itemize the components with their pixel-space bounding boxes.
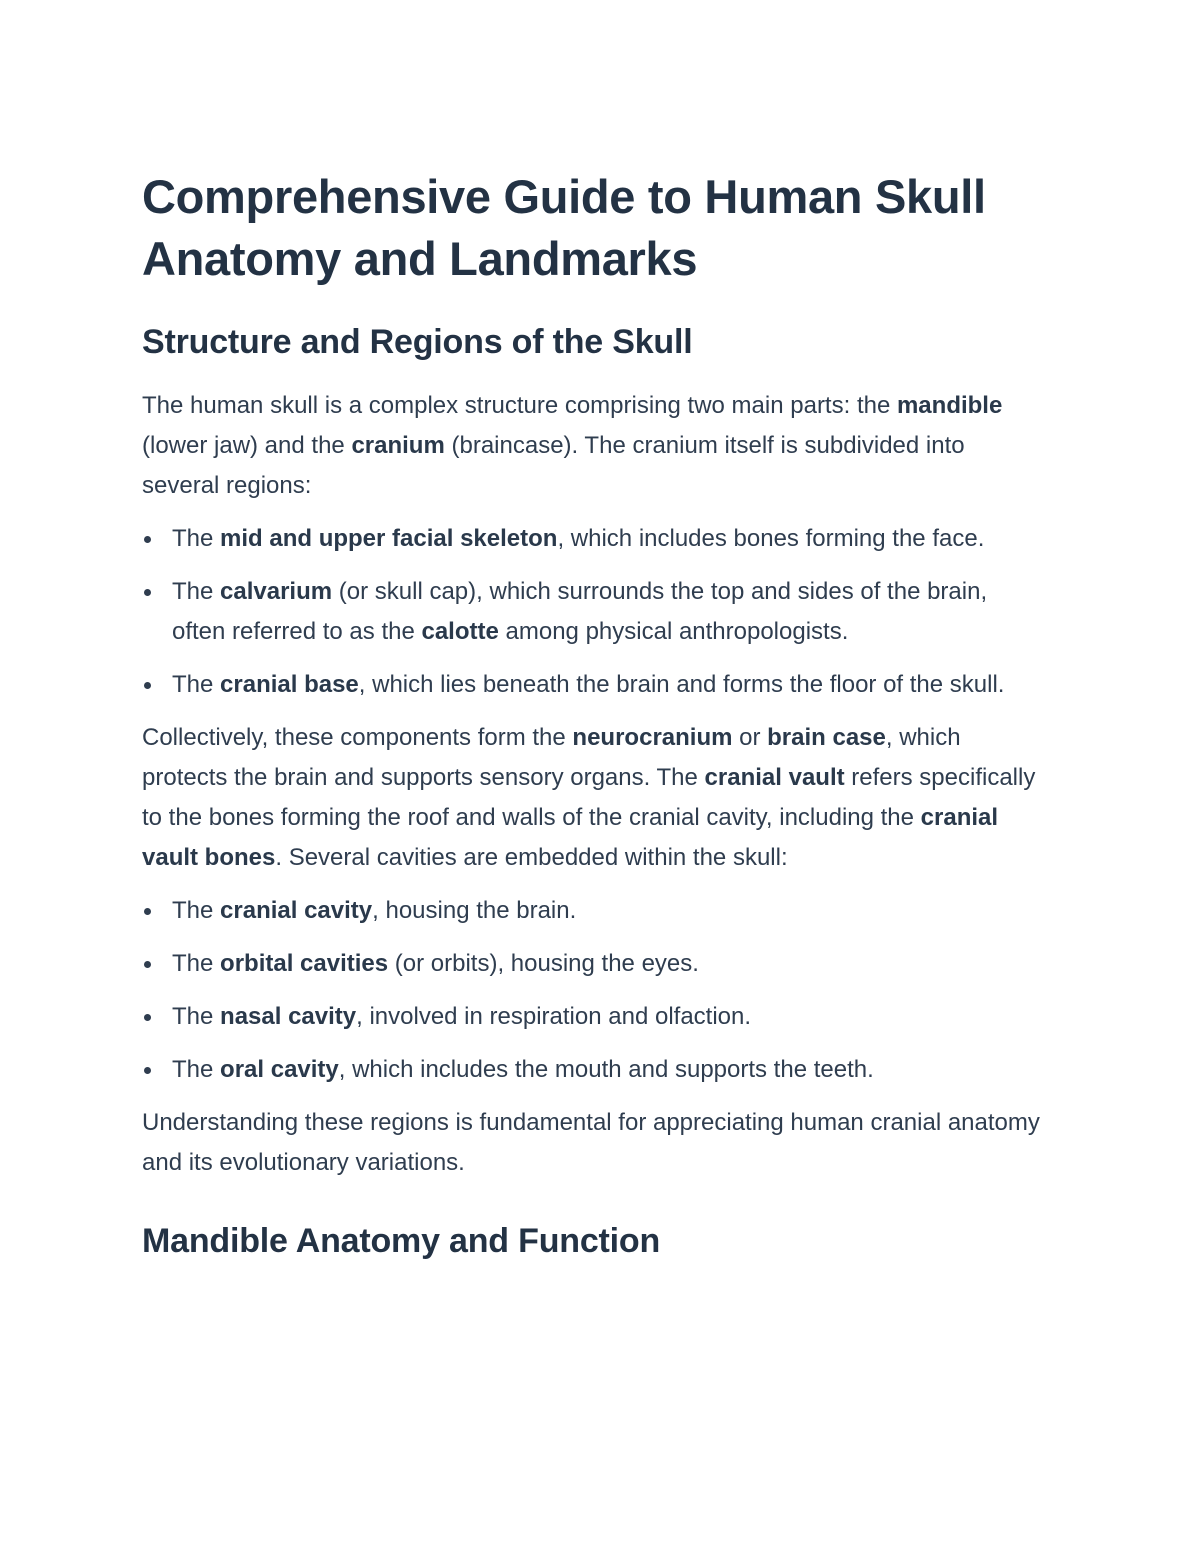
list-item-text: (or skull cap), which surrounds the top and sides of the brain, often referred to as the — [172, 578, 988, 645]
section-heading-mandible: Mandible Anatomy and Function — [142, 1222, 661, 1260]
list-item-text: , which includes the mouth and supports the teeth. — [338, 1056, 874, 1083]
list-item-cranial-cavity — [142, 891, 1042, 931]
bullet-icon — [144, 536, 151, 543]
list-item-text: The — [172, 1003, 221, 1030]
conclusion-paragraph: Understanding these regions is fundamental for appreciating human cranial anatomy and its evolutionary variations. — [142, 1109, 1040, 1176]
list-item-text: , which includes bones forming the face. — [557, 525, 985, 552]
term-brain-case: brain case — [767, 724, 886, 751]
bullet-icon — [144, 908, 151, 915]
section-heading-structure: Structure and Regions of the Skull — [142, 323, 693, 361]
paragraph-text: , which protects the brain and supports sensory organs. The — [142, 724, 961, 791]
paragraph-text: or — [732, 724, 768, 751]
intro-text-2: (lower jaw) and the — [142, 432, 352, 459]
bullet-icon — [144, 961, 151, 968]
term-cranial-cavity: cranial cavity — [220, 897, 373, 924]
cavities-list — [142, 891, 1042, 1090]
paragraph-text: . Several cavities are embedded within the skull: — [275, 844, 788, 871]
term-oral-cavity: oral cavity — [220, 1056, 339, 1083]
intro-paragraph — [142, 386, 1042, 506]
list-item-text: The — [172, 1056, 221, 1083]
term-cranium: cranium — [351, 432, 445, 459]
document-title: Comprehensive Guide to Human Skull Anatomy and Landmarks — [142, 170, 986, 285]
term-cranial-base: cranial base — [220, 671, 359, 698]
bullet-icon — [144, 682, 151, 689]
bullet-icon — [144, 1014, 151, 1021]
list-item-text: The — [172, 525, 221, 552]
list-item-text: The — [172, 578, 221, 605]
list-item-text: , housing the brain. — [372, 897, 577, 924]
intro-text-3: (braincase). The cranium itself is subdivided into several regions: — [142, 432, 965, 499]
paragraph-text: refers specifically to the bones forming the roof and walls of the cranial cavity, including the — [142, 764, 1036, 831]
bullet-icon — [144, 1067, 151, 1074]
list-item-text: , involved in respiration and olfaction. — [356, 1003, 752, 1030]
list-item-text: , which lies beneath the brain and forms the floor of the skull. — [358, 671, 1005, 698]
term-calvarium: calvarium — [220, 578, 333, 605]
list-item-nasal-cavity — [142, 997, 1042, 1037]
term-mandible: mandible — [896, 392, 1003, 419]
intro-text-1: The human skull is a complex structure comprising two main parts: the — [142, 392, 897, 419]
list-item-text: (or orbits), housing the eyes. — [388, 950, 699, 977]
list-item-oral-cavity — [142, 1050, 1042, 1090]
list-item-facial-skeleton — [142, 519, 1042, 559]
term-cranial-vault-bones: cranial vault bones — [142, 804, 999, 871]
list-item-calvarium — [142, 572, 1042, 652]
term-cranial-vault: cranial vault — [704, 764, 845, 791]
term-calotte: calotte — [421, 618, 499, 645]
bullet-icon — [144, 589, 151, 596]
collective-paragraph — [142, 718, 1042, 878]
term-facial-skeleton: mid and upper facial skeleton — [220, 525, 558, 552]
document-page — [142, 166, 1042, 1263]
list-item-text: The — [172, 897, 221, 924]
term-neurocranium: neurocranium — [572, 724, 733, 751]
paragraph-text: Collectively, these components form the — [142, 724, 573, 751]
list-item-orbital-cavities — [142, 944, 1042, 984]
list-item-text: The — [172, 950, 221, 977]
term-orbital-cavities: orbital cavities — [220, 950, 389, 977]
list-item-text: among physical anthropologists. — [498, 618, 849, 645]
regions-list — [142, 519, 1042, 705]
list-item-text: The — [172, 671, 221, 698]
term-nasal-cavity: nasal cavity — [220, 1003, 357, 1030]
list-item-cranial-base — [142, 665, 1042, 705]
